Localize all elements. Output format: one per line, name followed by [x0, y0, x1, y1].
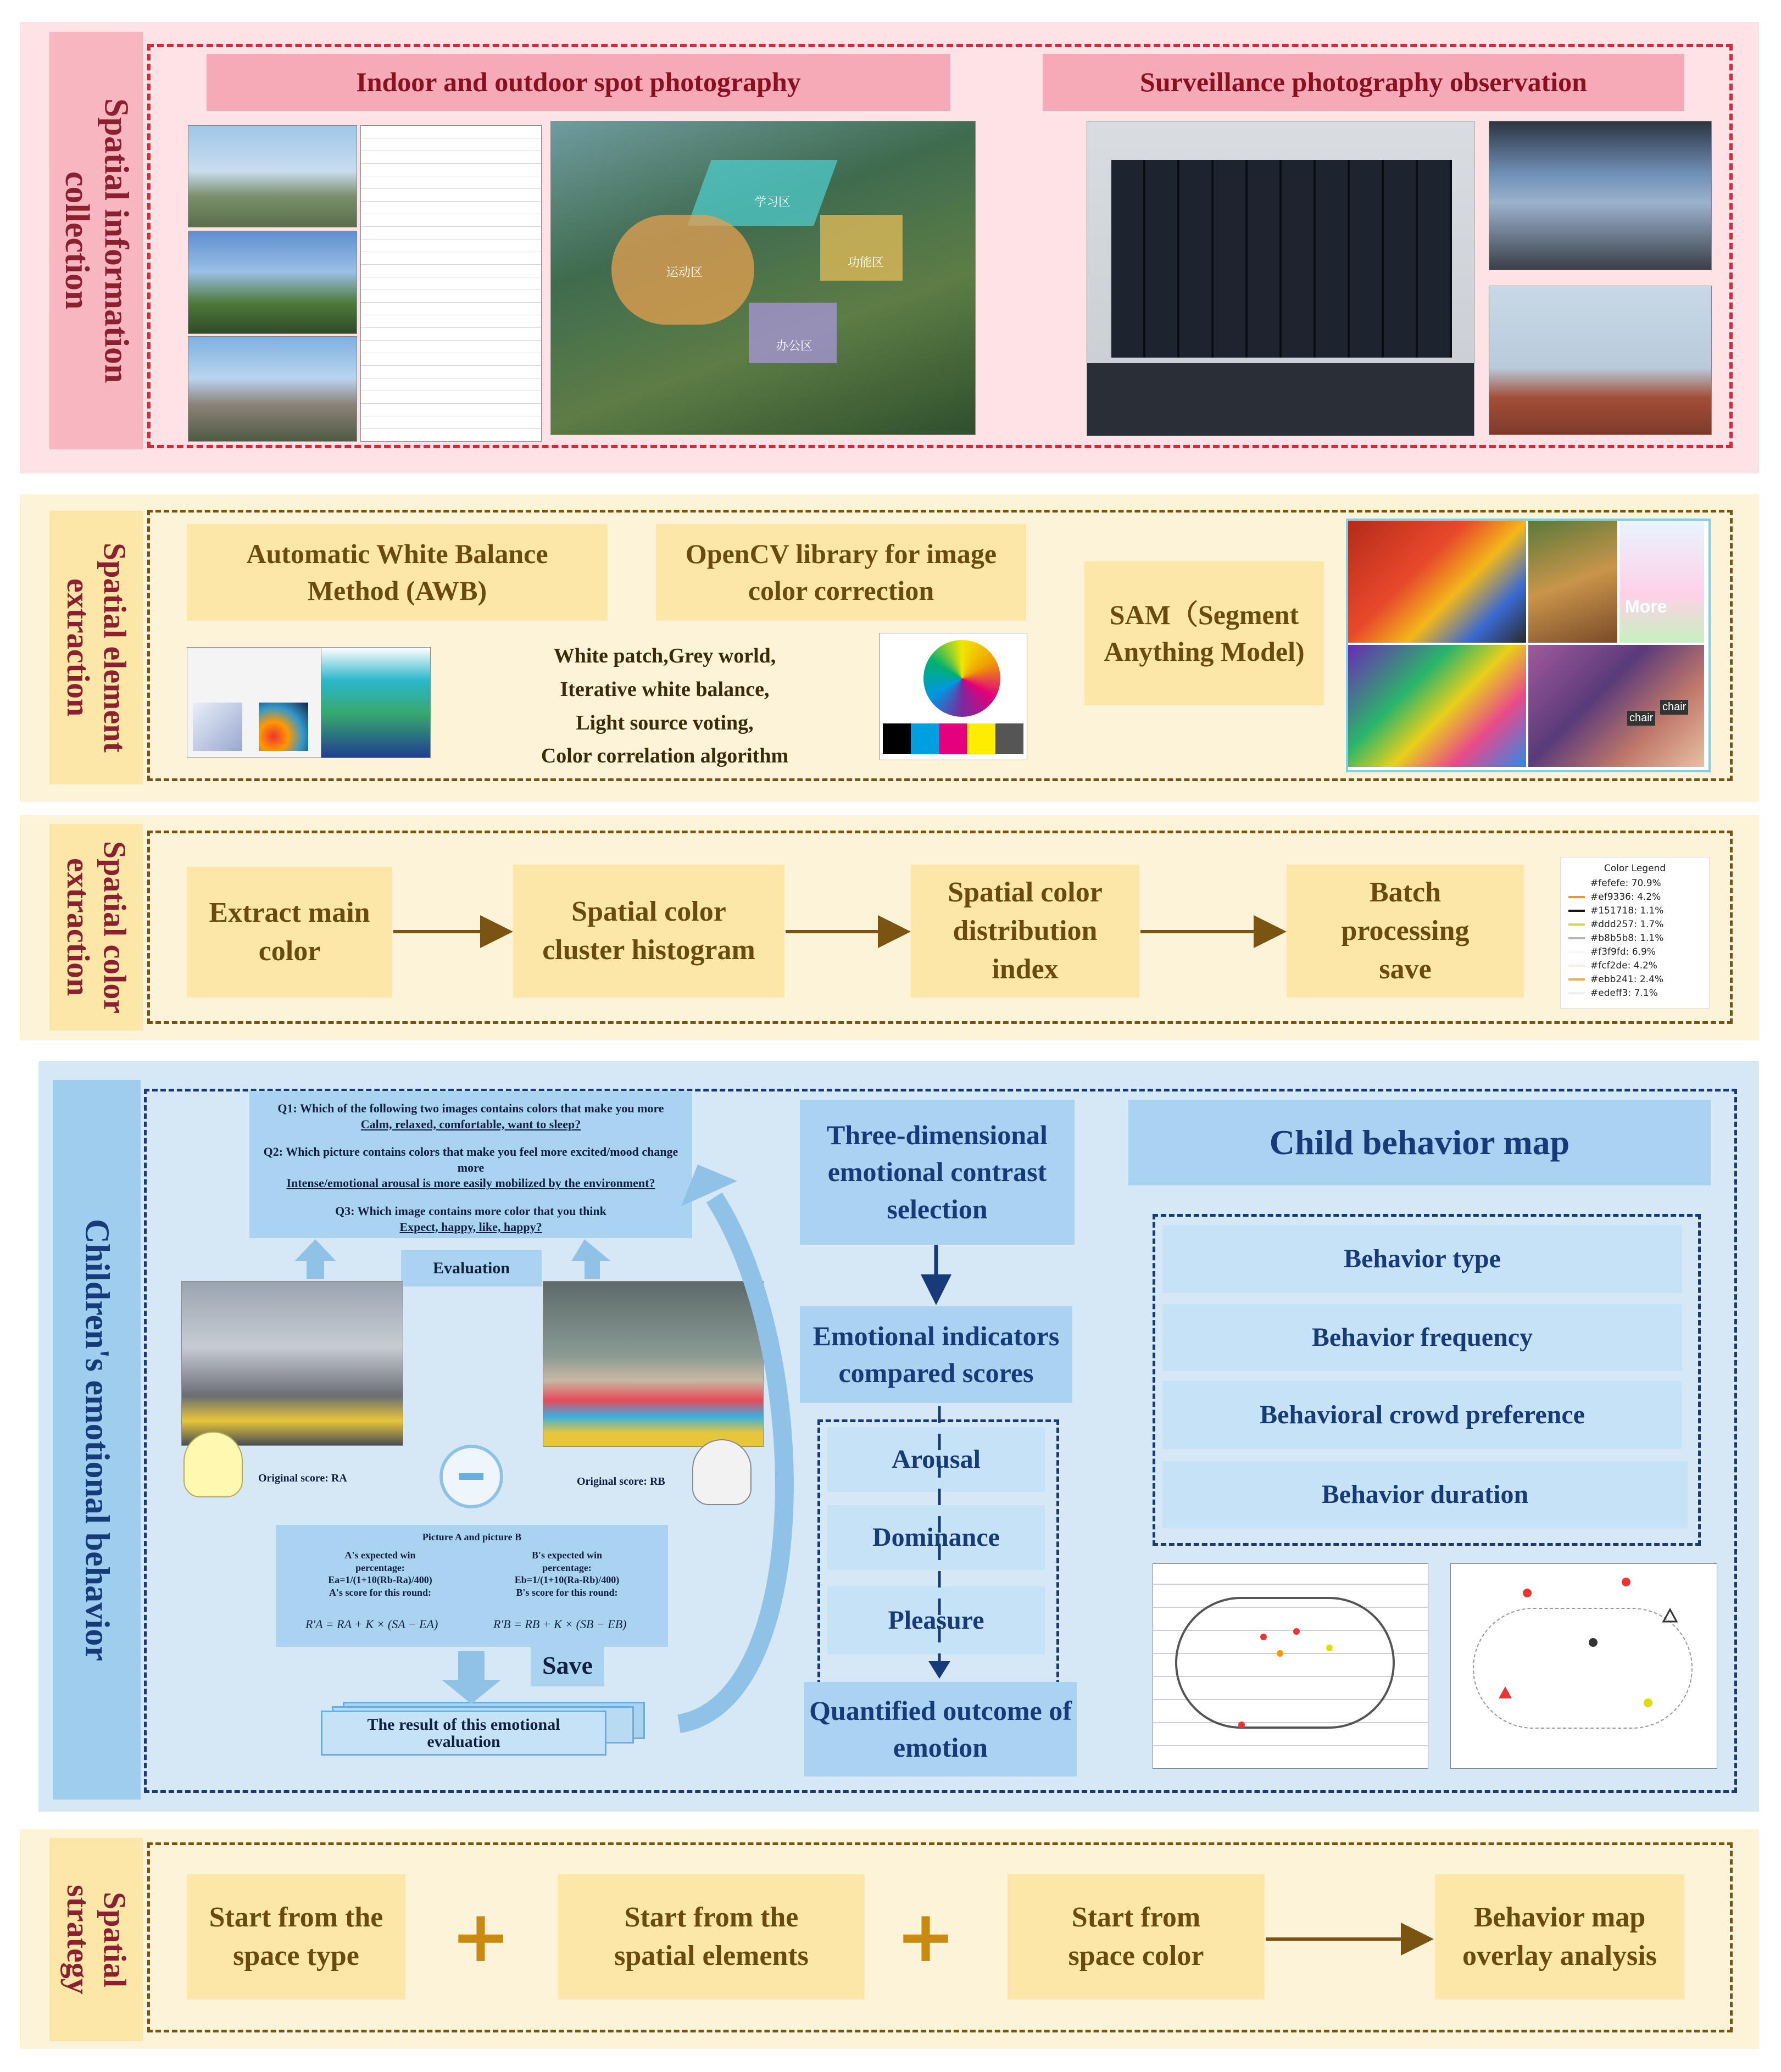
- save-button[interactable]: Save: [531, 1645, 604, 1686]
- plan-outline: [1473, 1608, 1693, 1729]
- color-wheel: [923, 640, 1000, 717]
- color-legend-row: [1568, 986, 1701, 1000]
- color-legend-swatch: [1568, 896, 1585, 898]
- color-legend-swatch: [1568, 951, 1585, 953]
- cmyk-swatches: [883, 723, 1023, 754]
- color-legend-panel: [1560, 857, 1710, 1009]
- dimension-arousal: Arousal: [827, 1427, 1045, 1492]
- quantified-outcome-box: Quantified outcome of emotion: [804, 1682, 1077, 1776]
- section2-label-line2: extraction: [60, 578, 96, 717]
- zone-label-sports: 运动区: [666, 266, 703, 280]
- behavior-map-plan-2: [1450, 1563, 1717, 1769]
- color-legend-label: #b8b5b8: 1.1%: [1590, 932, 1664, 944]
- three-dimensional-selection-box: Three-dimensional emotional contrast selection: [800, 1100, 1075, 1245]
- step-batch-processing: Batch processing save: [1287, 865, 1524, 998]
- step-distribution-index: Spatial color distribution index: [911, 865, 1139, 998]
- method-4: Color correlation algorithm: [541, 744, 789, 768]
- strategy-behavior-map-overlay: Behavior map overlay analysis: [1435, 1874, 1684, 1999]
- chair-label-1: chair: [1627, 711, 1655, 726]
- elo-b-line-1: B's expected win: [532, 1550, 602, 1561]
- surveillance-wall-photo: [1087, 121, 1474, 436]
- section5-label: [49, 1838, 143, 2041]
- awb-chart-1: [193, 703, 242, 751]
- elo-a-block: [309, 1549, 452, 1598]
- behavior-type: Behavior type: [1162, 1225, 1682, 1293]
- sam-segmentation-collage: [1346, 519, 1711, 772]
- classroom-photo-a: [181, 1281, 403, 1446]
- result-card-stack: [321, 1711, 645, 1756]
- awb-method-list: [500, 639, 830, 773]
- question-panel: [249, 1091, 692, 1238]
- sam-labeled-stools: [1528, 645, 1704, 767]
- header-surveillance-observation: Surveillance photography observation: [1043, 54, 1684, 111]
- color-legend-row: [1568, 959, 1701, 972]
- elo-b-block: [496, 1549, 638, 1598]
- zone-function: [820, 215, 903, 281]
- elo-b-line-4: B's score for this round:: [516, 1586, 618, 1598]
- sam-stools-photo: [1348, 521, 1526, 643]
- surveillance-camera-photo: [1489, 286, 1712, 435]
- elo-a-line-4: A's score for this round:: [329, 1586, 431, 1598]
- minus-circle-icon: [439, 1445, 503, 1508]
- header-indoor-outdoor-photography: Indoor and outdoor spot photography: [207, 54, 950, 111]
- happy-lightbulb-icon: [183, 1432, 243, 1497]
- color-legend-row: [1568, 931, 1701, 945]
- method-2: Iterative white balance,: [560, 677, 770, 701]
- formula-a: R'A = RA + K × (SA − EA): [305, 1617, 438, 1631]
- behavior-frequency: Behavior frequency: [1162, 1304, 1682, 1371]
- sam-drawing-photo: [1619, 521, 1704, 643]
- question-1: Q1: Which of the following two images contains colors that make you more: [277, 1101, 664, 1115]
- color-legend-swatch: [1568, 882, 1585, 884]
- color-legend-swatch: [1568, 937, 1585, 939]
- classroom-photo-b: [543, 1281, 764, 1447]
- opencv-color-wheel-figure: [879, 633, 1027, 760]
- color-legend-label: #fcf2de: 4.2%: [1590, 960, 1657, 971]
- behavior-duration: Behavior duration: [1162, 1461, 1688, 1528]
- method-3: Light source voting,: [576, 711, 754, 734]
- section4-label: [53, 1080, 141, 1800]
- sad-lightbulb-icon: [692, 1439, 752, 1505]
- elo-b-line-3: Eb=1/(1+10(Ra-Rb)/400): [514, 1574, 620, 1585]
- awb-chart-2: [259, 703, 308, 751]
- minus-bar: [459, 1473, 483, 1480]
- strategy-spatial-elements: Start from the spatial elements: [558, 1874, 865, 1999]
- dimension-dominance: Dominance: [827, 1505, 1045, 1570]
- zone-label-function: 功能区: [848, 256, 884, 270]
- color-legend-swatch: [1568, 923, 1585, 926]
- result-card: The result of this emotional evaluation: [321, 1711, 606, 1756]
- campus-aerial-rendering: [550, 121, 976, 435]
- awb-spectrum-plot: [321, 647, 431, 758]
- zone-office: [749, 303, 837, 363]
- color-legend-row: [1568, 972, 1701, 986]
- step-cluster-histogram: Spatial color cluster histogram: [513, 865, 784, 998]
- zone-label-study: 学习区: [754, 196, 791, 209]
- elo-panel: [276, 1525, 668, 1647]
- plus-icon-2: +: [895, 1895, 956, 1978]
- outdoor-photo-1: [188, 125, 357, 227]
- awb-method-box: Automatic White Balance Method (AWB): [187, 524, 608, 621]
- color-legend-label: #f3f9fd: 6.9%: [1590, 946, 1656, 957]
- color-legend-rows: [1568, 876, 1701, 1000]
- color-legend-label: #ef9336: 4.2%: [1590, 891, 1661, 903]
- chair-label-2: chair: [1660, 700, 1688, 715]
- section2-label-line1: Spatial element: [97, 543, 133, 753]
- section3-label-line2: extraction: [60, 858, 96, 996]
- color-legend-label: #ddd257: 1.7%: [1590, 918, 1664, 930]
- color-legend-row: [1568, 876, 1701, 890]
- color-legend-label: #fefefe: 70.9%: [1590, 877, 1661, 889]
- section1-label: [49, 32, 143, 449]
- strategy-space-type: Start from the space type: [187, 1874, 405, 1999]
- control-room-photo: [1489, 121, 1712, 270]
- score-label-a: Original score: RA: [258, 1472, 347, 1484]
- color-legend-swatch: [1568, 965, 1585, 967]
- color-legend-label: #edeff3: 7.1%: [1590, 987, 1658, 999]
- section5-label-line2: strategy: [60, 1885, 96, 1995]
- color-legend-row: [1568, 890, 1701, 904]
- color-legend-swatch: [1568, 910, 1585, 912]
- elo-a-line-2: percentage:: [355, 1562, 405, 1573]
- elo-title: Picture A and picture B: [422, 1531, 522, 1542]
- color-legend-label: #151718: 1.1%: [1590, 905, 1664, 916]
- question-1-emphasis: Calm, relaxed, comfortable, want to sleep?: [360, 1117, 581, 1131]
- step-extract-main-color: Extract main color: [187, 867, 392, 998]
- behavioral-crowd-preference: Behavioral crowd preference: [1162, 1381, 1682, 1449]
- question-2: Q2: Which picture contains colors that make you feel more excited/mood change more: [263, 1145, 678, 1174]
- sam-room-photo: [1528, 521, 1617, 643]
- color-legend-label: #ebb241: 2.4%: [1590, 973, 1664, 985]
- color-legend-row: [1568, 904, 1701, 917]
- track-outline: [1175, 1597, 1395, 1729]
- color-legend-row: [1568, 917, 1701, 931]
- color-legend-row: [1568, 945, 1701, 959]
- floor-plan-drawing: [360, 125, 542, 442]
- zone-label-office: 办公区: [776, 339, 813, 353]
- section5-label-line1: Spatial: [97, 1891, 133, 1988]
- formula-b: R'B = RB + K × (SB − EB): [493, 1617, 627, 1631]
- opencv-box: OpenCV library for image color correction: [656, 524, 1026, 621]
- color-legend-title: Color Legend: [1604, 863, 1666, 874]
- section3-label-line1: Spatial color: [97, 840, 133, 1014]
- outdoor-photo-3: [188, 336, 357, 442]
- emotional-indicators-box: Emotional indicators compared scores: [800, 1306, 1072, 1403]
- behavior-map-plan-1: [1153, 1563, 1428, 1769]
- section2-label: [49, 511, 143, 784]
- section1-label-line1: Spatial information: [97, 98, 135, 383]
- section1-label-line2: collection: [58, 171, 96, 310]
- question-3-emphasis: Expect, happy, like, happy?: [399, 1219, 542, 1234]
- question-3: Q3: Which image contains more color that you think: [335, 1204, 606, 1218]
- section4-label-text: Children's emotional behavior: [78, 1218, 116, 1661]
- monitor-grid: [1111, 160, 1452, 358]
- more-label: More: [1625, 597, 1667, 616]
- child-behavior-map-title: Child behavior map: [1128, 1100, 1711, 1185]
- elo-a-line-3: Ea=1/(1+10(Rb-Ra)/400): [328, 1574, 432, 1585]
- method-1: White patch,Grey world,: [553, 644, 776, 667]
- elo-a-line-1: A's expected win: [344, 1550, 416, 1561]
- sam-box: SAM（Segment Anything Model): [1084, 561, 1324, 705]
- plus-icon-1: +: [450, 1895, 511, 1978]
- dimension-pleasure: Pleasure: [827, 1586, 1045, 1655]
- sam-segmented-stools: [1348, 645, 1526, 767]
- outdoor-photo-2: [188, 231, 357, 334]
- elo-b-line-2: percentage:: [542, 1562, 592, 1573]
- question-2-emphasis: Intense/emotional arousal is more easily mobilized by the environment?: [286, 1176, 655, 1190]
- section3-label: [49, 824, 143, 1031]
- color-legend-swatch: [1568, 978, 1585, 981]
- color-legend-swatch: [1568, 992, 1585, 994]
- score-label-b: Original score: RB: [577, 1475, 665, 1488]
- evaluation-label: Evaluation: [401, 1250, 542, 1286]
- strategy-space-color: Start from space color: [1008, 1874, 1265, 1999]
- monitor-desk: [1087, 363, 1474, 436]
